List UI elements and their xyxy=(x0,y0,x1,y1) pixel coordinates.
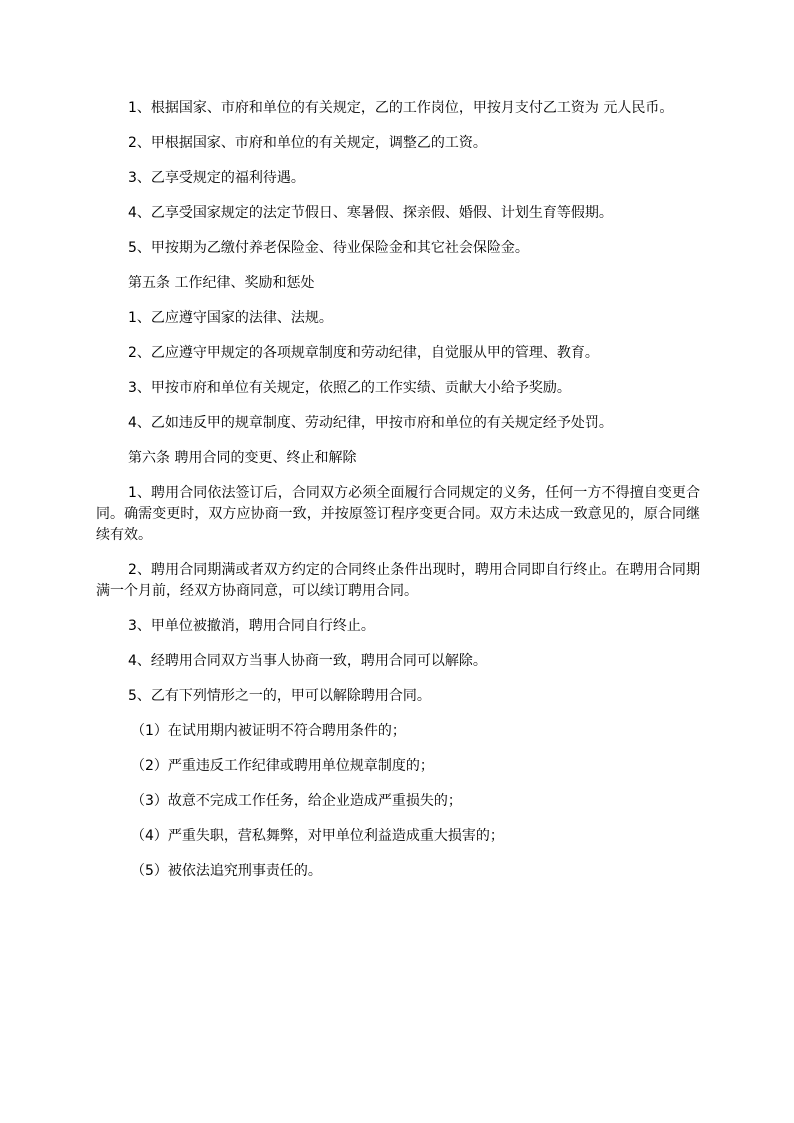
paragraph-salary: 1、根据国家、市府和单位的有关规定，乙的工作岗位，甲按月支付乙工资为 元人民币。 xyxy=(128,100,674,116)
document-body xyxy=(96,98,700,896)
paragraph-holidays: 4、乙享受国家规定的法定节假日、寒暑假、探亲假、婚假、计划生育等假期。 xyxy=(128,205,613,221)
paragraph-contract-expiry: 2、聘用合同期满或者双方约定的合同终止条件出现时，聘用合同即自行终止。在聘用合同期满一个月前，经双方协商同意，可以续订聘用合同。 xyxy=(96,562,700,599)
paragraph-unit-revoked: 3、甲单位被撤消，聘用合同自行终止。 xyxy=(128,618,375,634)
section-heading-article-6: 第六条 聘用合同的变更、终止和解除 xyxy=(128,450,357,466)
paragraph-obey-law: 1、乙应遵守国家的法律、法规。 xyxy=(128,310,333,326)
paragraph-mutual-termination: 4、经聘用合同双方当事人协商一致，聘用合同可以解除。 xyxy=(128,653,487,669)
paragraph-welfare: 3、乙享受规定的福利待遇。 xyxy=(128,170,305,186)
list-item-condition-4: （4）严重失职，营私舞弊，对甲单位利益造成重大损害的； xyxy=(131,828,504,844)
paragraph-rewards: 3、甲按市府和单位有关规定，依照乙的工作实绩、贡献大小给予奖励。 xyxy=(128,380,571,396)
paragraph-penalties: 4、乙如违反甲的规章制度、劳动纪律，甲按市府和单位的有关规定经予处罚。 xyxy=(128,415,613,431)
list-item-condition-5: （5）被依法追究刑事责任的。 xyxy=(131,863,322,879)
section-heading-article-5: 第五条 工作纪律、奖励和惩处 xyxy=(128,275,315,291)
paragraph-contract-change: 1、聘用合同依法签订后，合同双方必须全面履行合同规定的义务，任何一方不得擅自变更合同。确需变更时，双方应协商一致，并按原签订程序变更合同。双方未达成一致意见的，原合同继续有效。 xyxy=(96,485,700,543)
paragraph-salary-adjust: 2、甲根据国家、市府和单位的有关规定，调整乙的工资。 xyxy=(128,135,487,151)
list-item-condition-1: （1）在试用期内被证明不符合聘用条件的； xyxy=(131,723,406,739)
paragraph-obey-rules: 2、乙应遵守甲规定的各项规章制度和劳动纪律，自觉服从甲的管理、教育。 xyxy=(128,345,599,361)
paragraph-termination-conditions: 5、乙有下列情形之一的，甲可以解除聘用合同。 xyxy=(128,688,431,704)
list-item-condition-3: （3）故意不完成工作任务，给企业造成严重损失的； xyxy=(131,793,462,809)
paragraph-insurance: 5、甲按期为乙缴付养老保险金、待业保险金和其它社会保险金。 xyxy=(128,240,529,256)
list-item-condition-2: （2）严重违反工作纪律或聘用单位规章制度的； xyxy=(131,758,434,774)
